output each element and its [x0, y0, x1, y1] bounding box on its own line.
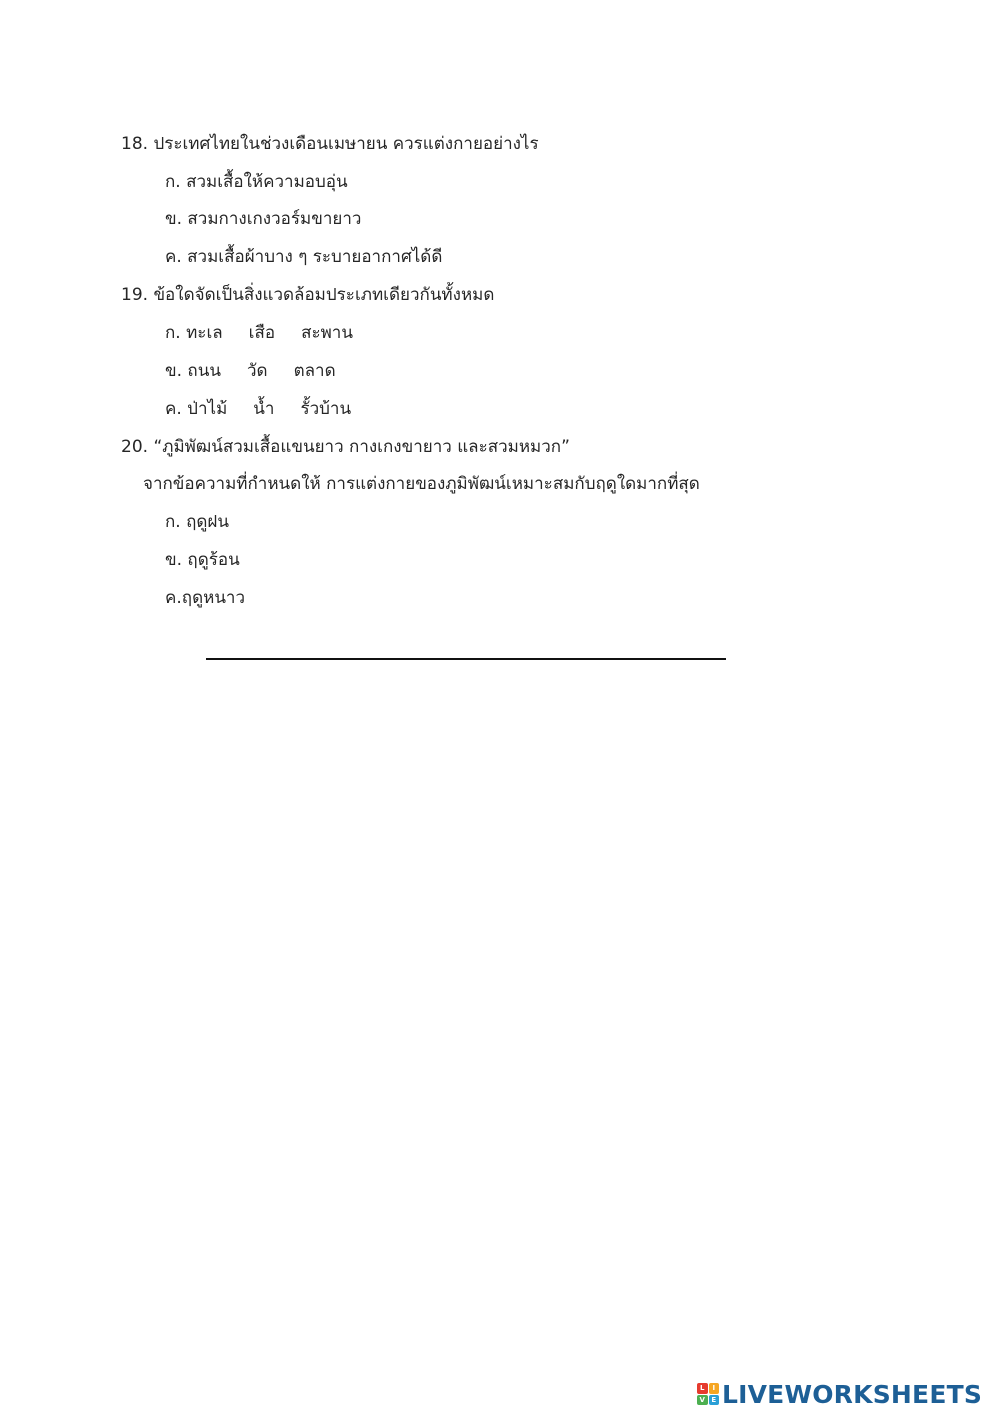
option-word: วัด: [246, 361, 268, 381]
divider-line: [206, 658, 726, 660]
option-word: ค. ป่าไม้: [165, 399, 228, 419]
question-20-option-a[interactable]: ก. ฤดูฝน: [165, 512, 230, 532]
liveworksheets-logo: [697, 1380, 982, 1408]
logo-mark-letter: E: [709, 1395, 720, 1406]
question-20: 20. “ภูมิพัฒน์สวมเสื้อแขนยาว กางเกงขายาว และสวมหมวก”: [121, 437, 570, 457]
option-word: ก. ทะเล: [165, 323, 223, 343]
question-20-option-b[interactable]: ข. ฤดูร้อน: [165, 550, 240, 570]
logo-text: LIVEWORKSHEETS: [722, 1379, 983, 1409]
question-18-option-b[interactable]: ข. สวมกางเกงวอร์มขายาว: [165, 209, 362, 229]
option-word: เสือ: [248, 323, 276, 343]
logo-mark-icon: [697, 1383, 719, 1405]
question-18: 18. ประเทศไทยในช่วงเดือนเมษายน ควรแต่งกายอย่างไร: [121, 134, 539, 154]
question-19-option-b[interactable]: [165, 359, 336, 383]
question-20-option-c[interactable]: ค.ฤดูหนาว: [165, 588, 246, 608]
option-word: ข. ถนน: [165, 361, 221, 381]
question-19-option-c[interactable]: [165, 397, 351, 421]
question-18-option-c[interactable]: ค. สวมเสื้อผ้าบาง ๆ ระบายอากาศได้ดี: [165, 247, 443, 267]
logo-mark-letter: V: [697, 1395, 708, 1406]
question-19-option-a[interactable]: [165, 321, 353, 345]
option-word: ตลาด: [293, 361, 336, 381]
option-word: น้ำ: [253, 399, 275, 419]
option-word: สะพาน: [301, 323, 353, 343]
option-word: รั้วบ้าน: [300, 399, 352, 419]
question-18-option-a[interactable]: ก. สวมเสื้อให้ความอบอุ่น: [165, 172, 348, 192]
question-19: 19. ข้อใดจัดเป็นสิ่งแวดล้อมประเภทเดียวกันทั้งหมด: [121, 285, 495, 305]
logo-mark-letter: L: [697, 1383, 708, 1394]
question-20-continuation: จากข้อความที่กำหนดให้ การแต่งกายของภูมิพัฒน์เหมาะสมกับฤดูใดมากที่สุด: [143, 474, 700, 494]
logo-mark-letter: I: [709, 1383, 720, 1394]
